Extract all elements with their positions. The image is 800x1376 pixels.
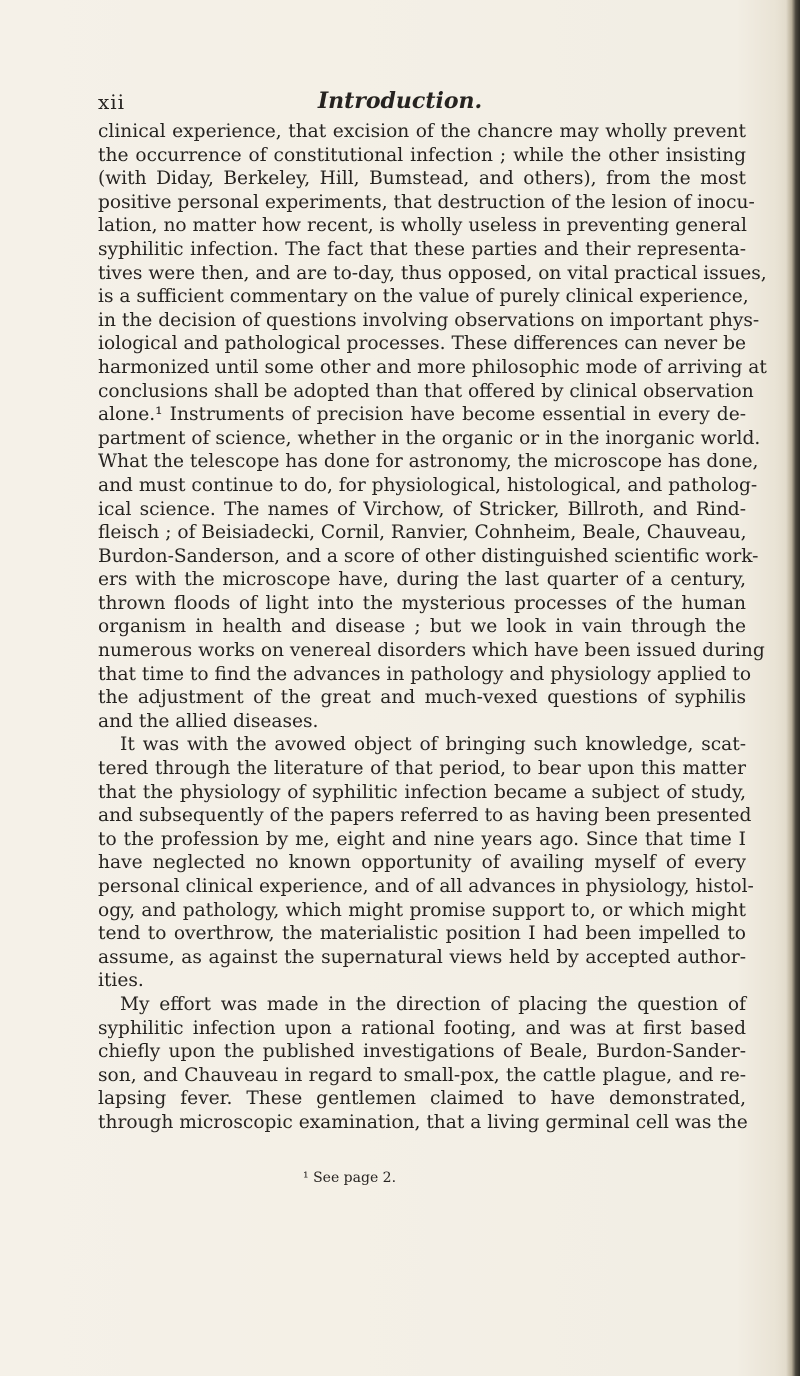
text-line: syphilitic infection. The fact that these parties and their representa- [98, 238, 746, 260]
text-line: What the telescope has done for astronomy, the microscope has done, [98, 451, 759, 473]
text-line: personal clinical experience, and of all advances in physiology, histol- [98, 876, 754, 897]
text-line: ities. [98, 970, 144, 992]
text-line: chiefly upon the published investigations of Beale, Burdon-Sander- [98, 1041, 746, 1063]
text-line: Burdon-Sanderson, and a score of other distinguished scientific work- [98, 545, 759, 567]
page-edge-shadow [786, 0, 800, 1376]
text-line: My effort was made in the direction of placing the question of [120, 993, 746, 1015]
text-line: that the physiology of syphilitic infection became a subject of study, [98, 781, 746, 803]
text-line: conclusions shall be adopted than that offered by clinical observation [98, 380, 754, 402]
text-line: organism in health and disease ; but we look in vain through the [98, 616, 746, 638]
text-line: assume, as against the supernatural views held by accepted author- [98, 946, 746, 968]
text-line: positive personal experiments, that destruction of the lesion of inocu- [98, 191, 755, 213]
text-line: son, and Chauveau in regard to small-pox, the cattle plague, and re- [98, 1064, 746, 1086]
text-line: iological and pathological processes. These differences can never be [98, 333, 746, 355]
text-line: the occurrence of constitutional infection ; while the other insisting [98, 144, 746, 166]
text-line: and must continue to do, for physiological, histological, and patholog- [98, 474, 758, 496]
text-line: and the allied diseases. [98, 710, 319, 732]
text-line: lation, no matter how recent, is wholly useless in preventing general [98, 215, 747, 237]
page-header [0, 88, 800, 118]
text-line: have neglected no known opportunity of availing myself of every [98, 852, 746, 874]
text-line: ogy, and pathology, which might promise support to, or which might [98, 899, 746, 921]
page-number: xii [98, 90, 126, 114]
text-line: thrown floods of light into the mysterious processes of the human [98, 592, 746, 614]
text-line: harmonized until some other and more philosophic mode of arriving at [98, 356, 767, 378]
text-line: ical science. The names of Virchow, of Stricker, Billroth, and Rind- [98, 498, 746, 520]
text-line: through microscopic examination, that a living germinal cell was the [98, 1111, 748, 1133]
footnote: ¹ See page 2. [303, 1170, 397, 1186]
text-line: numerous works on venereal disorders which have been issued during [98, 640, 765, 662]
text-line: tered through the literature of that period, to bear upon this matter [98, 758, 746, 780]
text-line: the adjustment of the great and much-vexed questions of syphilis [98, 687, 746, 709]
text-line: lapsing fever. These gentlemen claimed to have demonstrated, [98, 1088, 746, 1110]
text-line: tend to overthrow, the materialistic position I had been impelled to [98, 923, 746, 945]
text-line: syphilitic infection upon a rational footing, and was at first based [98, 1017, 746, 1039]
text-line: fleisch ; of Beisiadecki, Cornil, Ranvier, Cohnheim, Beale, Chauveau, [98, 522, 747, 544]
body-text [98, 120, 767, 1135]
text-line: clinical experience, that excision of the chancre may wholly prevent [98, 121, 746, 142]
text-line: It was with the avowed object of bringing such knowledge, scat- [120, 734, 746, 756]
text-line: in the decision of questions involving observations on important phys- [98, 309, 760, 331]
text-line: tives were then, and are to-day, thus opposed, on vital practical issues, [98, 262, 767, 284]
text-line: to the profession by me, eight and nine years ago. Since that time I [98, 828, 746, 850]
text-line: ers with the microscope have, during the last quarter of a century, [98, 569, 746, 591]
text-line: partment of science, whether in the organic or in the inorganic world. [98, 427, 761, 449]
text-line: alone.¹ Instruments of precision have become essential in every de- [98, 404, 746, 426]
running-title: Introduction. [317, 88, 483, 114]
text-line: is a sufficient commentary on the value of purely clinical experience, [98, 286, 749, 308]
text-line: that time to find the advances in pathology and physiology applied to [98, 663, 752, 685]
text-line: (with Diday, Berkeley, Hill, Bumstead, and others), from the most [98, 168, 746, 190]
text-line: and subsequently of the papers referred to as having been presented [98, 805, 752, 827]
